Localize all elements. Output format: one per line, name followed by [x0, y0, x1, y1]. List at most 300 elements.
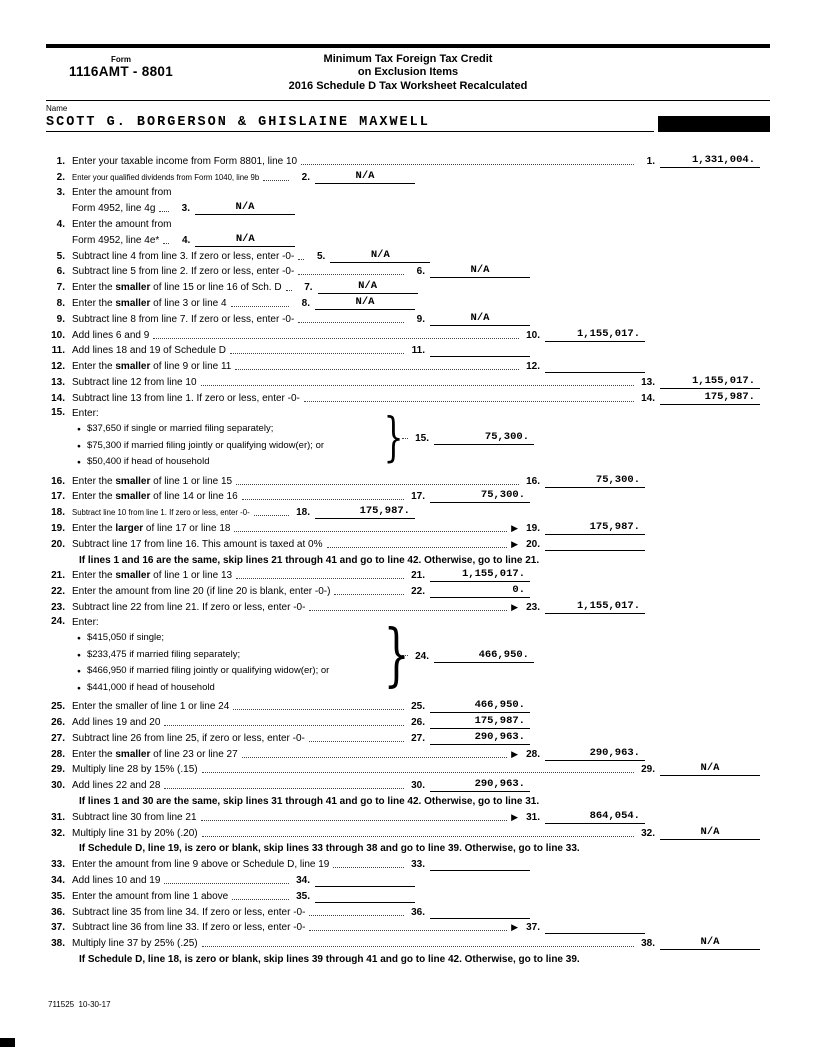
worksheet-line-19 — [46, 519, 770, 535]
line-number: 5. — [56, 250, 65, 262]
bullet-icon: ● — [77, 459, 81, 467]
choice-item — [72, 438, 380, 455]
line-entry-4 — [173, 233, 295, 247]
brace-icon: } — [383, 615, 410, 695]
line-label: Enter your taxable income from Form 8801, line 10 — [72, 155, 298, 167]
line-value-25: 466,950. — [430, 699, 530, 713]
dotted-leader — [309, 915, 404, 916]
line-number: 25. — [51, 701, 65, 713]
line-label: Multiply line 37 by 25% (.25) — [72, 938, 198, 950]
worksheet-line-20 — [46, 535, 770, 551]
line-label: Enter the smaller of line 3 or line 4 — [72, 297, 227, 309]
dotted-leader — [164, 788, 404, 789]
worksheet-line-10 — [46, 326, 770, 342]
line-label: Enter the smaller of line 1 or line 13 — [72, 570, 233, 582]
choice-item — [72, 630, 380, 647]
line-label: Add lines 6 and 9 — [72, 329, 150, 341]
line-number: 22. — [51, 586, 65, 598]
line-number: 26. — [51, 717, 65, 729]
line-value-38: N/A — [660, 936, 760, 950]
line-value-7: N/A — [318, 280, 418, 294]
line-entry-3 — [173, 201, 295, 215]
line-label: Enter the smaller of line 23 or line 27 — [72, 748, 238, 760]
entry-line-number: 8. — [301, 297, 310, 309]
line-value-14: 175,987. — [660, 391, 760, 405]
line-number: 8. — [56, 297, 65, 309]
line-number: 36. — [51, 906, 65, 918]
dotted-leader — [159, 211, 169, 212]
worksheet-line-8 — [46, 294, 770, 310]
line-entry-6 — [408, 264, 530, 278]
dotted-leader — [201, 820, 508, 821]
line-entry-26 — [408, 715, 530, 729]
line-entry-32 — [638, 826, 760, 840]
dotted-leader — [236, 484, 519, 485]
entry-line-number: 2. — [301, 171, 310, 183]
worksheet-line-15 — [46, 405, 770, 472]
header-spacer — [620, 51, 770, 94]
line-value-34 — [315, 873, 415, 887]
dotted-leader — [230, 353, 404, 354]
entry-line-number: 1. — [646, 155, 655, 167]
entry-line-number: 24. — [415, 650, 429, 662]
instruction-note — [46, 840, 770, 856]
line-entry-24 — [412, 649, 534, 663]
worksheet-line-32 — [46, 824, 770, 840]
line-label: Enter: — [72, 616, 99, 628]
form-title-line2: on Exclusion Items — [357, 66, 459, 78]
worksheet-line-4 — [46, 215, 770, 231]
dotted-leader — [231, 306, 289, 307]
line-value-10: 1,155,017. — [545, 328, 645, 342]
dotted-leader — [298, 322, 404, 323]
line-label: Subtract line 5 from line 2. If zero or less, enter -0- — [72, 266, 295, 278]
dotted-leader — [309, 741, 404, 742]
line-entry-2 — [293, 170, 415, 184]
dotted-leader — [333, 867, 404, 868]
bullet-icon: ● — [77, 651, 81, 659]
instruction-text: If Schedule D, line 19, is zero or blank, skip lines 33 through 38 and go to line 39. Otherwise, go to line 33. — [79, 843, 580, 855]
dotted-leader — [236, 578, 404, 579]
choice-item — [72, 454, 380, 471]
line-number: 33. — [51, 859, 65, 871]
line-entry-18 — [293, 505, 415, 519]
line-label: Multiply line 31 by 20% (.20) — [72, 827, 198, 839]
dotted-leader — [202, 946, 634, 947]
entry-line-number: 28. — [526, 748, 540, 760]
line-label: Add lines 22 and 28 — [72, 780, 161, 792]
choice-item — [72, 663, 380, 680]
arrow-icon: ▶ — [511, 922, 518, 933]
line-entry-7 — [296, 280, 418, 294]
line-number: 38. — [51, 938, 65, 950]
line-number: 2. — [56, 171, 65, 183]
line-number: 35. — [51, 890, 65, 902]
line-label: Form 4952, line 4g — [72, 203, 156, 215]
line-entry-25 — [408, 699, 530, 713]
arrow-icon: ▶ — [511, 601, 518, 612]
line-number: 34. — [51, 874, 65, 886]
worksheet-line-21 — [46, 567, 770, 583]
line-entry-9 — [408, 312, 530, 326]
dotted-leader — [202, 772, 634, 773]
line-label: Enter the amount from line 9 above or Schedule D, line 19 — [72, 859, 330, 871]
line-value-16: 75,300. — [545, 474, 645, 488]
line-number: 4. — [56, 218, 65, 230]
line-number: 31. — [51, 811, 65, 823]
line-label: Enter the smaller of line 15 or line 16 of Sch. D — [72, 282, 282, 294]
dotted-leader — [298, 274, 404, 275]
entry-line-number: 31. — [526, 811, 540, 823]
line-value-8: N/A — [315, 296, 415, 310]
line-value-19: 175,987. — [545, 521, 645, 535]
line-number: 23. — [51, 601, 65, 613]
entry-line-number: 20. — [526, 538, 540, 550]
instruction-text: If Schedule D, line 18, is zero or blank, skip lines 39 through 41 and go to line 42. Otherwise, go to line 39. — [79, 953, 580, 965]
line-label: Enter your qualified dividends from Form 1040, line 9b — [72, 172, 260, 182]
dotted-leader — [301, 164, 634, 165]
line-number: 27. — [51, 732, 65, 744]
choice-text: $75,300 if married filing jointly or qualifying widow(er); or — [86, 439, 325, 451]
entry-line-number: 22. — [411, 586, 425, 598]
instruction-note — [46, 950, 770, 966]
worksheet-line-18 — [46, 503, 770, 519]
line-entry-16 — [523, 474, 645, 488]
line-label: Enter the amount from line 20 (if line 20 is blank, enter -0-) — [72, 586, 331, 598]
dotted-leader — [298, 259, 304, 260]
dotted-leader — [334, 594, 404, 595]
line-entry-33 — [408, 857, 530, 871]
entry-line-number: 10. — [526, 329, 540, 341]
line-value-33 — [430, 857, 530, 871]
worksheet-line-35 — [46, 887, 770, 903]
entry-line-number: 11. — [411, 345, 425, 357]
line-label: Subtract line 13 from line 1. If zero or less, enter -0- — [72, 392, 300, 404]
line-label: Enter the amount from — [72, 187, 172, 199]
choices-body — [72, 406, 380, 471]
worksheet-line-11 — [46, 342, 770, 358]
line-label: Enter: — [72, 407, 99, 419]
line-number: 30. — [51, 780, 65, 792]
line-label: Subtract line 8 from line 7. If zero or less, enter -0- — [72, 313, 295, 325]
dotted-leader — [201, 385, 634, 386]
line-label: Enter the smaller of line 1 or line 15 — [72, 475, 233, 487]
line-label: Enter the smaller of line 9 or line 11 — [72, 361, 232, 373]
line-entry-14 — [638, 391, 760, 405]
line-number: 20. — [51, 538, 65, 550]
choice-text: $233,475 if married filing separately; — [86, 648, 241, 660]
line-value-27: 290,963. — [430, 731, 530, 745]
line-label: Add lines 18 and 19 of Schedule D — [72, 345, 226, 357]
worksheet-line-5 — [46, 247, 770, 263]
dotted-leader — [153, 338, 519, 339]
dotted-leader — [242, 499, 404, 500]
worksheet-line-7 — [46, 278, 770, 294]
redacted-ssn-box — [658, 116, 770, 132]
form-number: 1116AMT - 8801 — [68, 63, 173, 79]
choice-text: $466,950 if married filing jointly or qualifying widow(er); or — [86, 665, 330, 677]
line-label: Subtract line 36 from line 33. If zero or less, enter -0- — [72, 922, 306, 934]
line-number: 11. — [51, 345, 65, 357]
worksheet-line-22 — [46, 582, 770, 598]
worksheet-line-25 — [46, 697, 770, 713]
line-entry-1 — [638, 154, 760, 168]
corner-registration-mark — [0, 1038, 15, 1047]
entry-line-number: 27. — [411, 732, 425, 744]
worksheet-line-31 — [46, 808, 770, 824]
dotted-leader — [202, 836, 634, 837]
bullet-icon: ● — [77, 426, 81, 434]
line-label: Add lines 10 and 19 — [72, 874, 161, 886]
line-entry-28 — [511, 747, 645, 761]
worksheet-line-36 — [46, 903, 770, 919]
entry-line-number: 34. — [296, 874, 310, 886]
line-label: Form 4952, line 4e* — [72, 234, 160, 246]
line-value-11 — [430, 343, 530, 357]
worksheet-line-16 — [46, 472, 770, 488]
name-field-label: Name — [46, 104, 68, 113]
line-entry-31 — [511, 810, 645, 824]
dotted-leader — [304, 401, 634, 402]
worksheet-line-4 — [46, 231, 770, 247]
line-label: Add lines 19 and 20 — [72, 717, 161, 729]
entry-line-number: 3. — [181, 203, 190, 215]
line-label: Enter the smaller of line 1 or line 24 — [72, 701, 230, 713]
line-value-36 — [430, 905, 530, 919]
choice-item — [72, 647, 380, 664]
line-label: Subtract line 22 from line 21. If zero or less, enter -0- — [72, 601, 306, 613]
line-value-30: 290,963. — [430, 778, 530, 792]
line-number: 28. — [51, 748, 65, 760]
line-entry-20 — [511, 537, 645, 551]
line-entry-11 — [408, 343, 530, 357]
line-value-32: N/A — [660, 826, 760, 840]
line-label: Enter the amount from line 1 above — [72, 890, 229, 902]
line-label: Subtract line 35 from line 34. If zero or less, enter -0- — [72, 906, 306, 918]
line-number: 18. — [51, 507, 65, 519]
choice-text: $37,650 if single or married filing separately; — [86, 423, 274, 435]
line-value-2: N/A — [315, 170, 415, 184]
choice-text: $441,000 if head of household — [86, 681, 215, 693]
line-entry-17 — [408, 489, 530, 503]
form-id-block — [46, 51, 196, 94]
bullet-icon: ● — [77, 668, 81, 676]
instruction-note — [46, 551, 770, 567]
entry-line-number: 30. — [411, 780, 425, 792]
worksheet-line-34 — [46, 871, 770, 887]
line-number: 29. — [51, 764, 65, 776]
line-entry-15 — [412, 431, 534, 445]
worksheet-line-17 — [46, 488, 770, 504]
entry-line-number: 21. — [411, 570, 425, 582]
dotted-leader — [309, 930, 507, 931]
line-value-23: 1,155,017. — [545, 600, 645, 614]
line-number: 21. — [51, 570, 65, 582]
line-value-18: 175,987. — [315, 505, 415, 519]
line-value-22: 0. — [430, 584, 530, 598]
dotted-leader — [164, 883, 289, 884]
line-label: Enter the larger of line 17 or line 18 — [72, 522, 231, 534]
line-value-15: 75,300. — [434, 431, 534, 445]
entry-line-number: 9. — [416, 313, 425, 325]
entry-line-number: 7. — [304, 282, 313, 294]
entry-line-number: 25. — [411, 701, 425, 713]
bullet-icon: ● — [77, 442, 81, 450]
line-value-4: N/A — [195, 233, 295, 247]
worksheet-line-29 — [46, 761, 770, 777]
form-word: Form — [111, 54, 131, 64]
line-value-21: 1,155,017. — [430, 568, 530, 582]
line-number: 10. — [51, 329, 65, 341]
line-entry-21 — [408, 568, 530, 582]
instruction-text: If lines 1 and 16 are the same, skip lines 21 through 41 and go to line 42. Otherwise, go to line 21. — [79, 554, 540, 566]
line-entry-22 — [408, 584, 530, 598]
worksheet-line-26 — [46, 713, 770, 729]
line-value-37 — [545, 920, 645, 934]
dotted-leader — [309, 610, 507, 611]
arrow-icon: ▶ — [511, 538, 518, 549]
line-label: Subtract line 4 from line 3. If zero or less, enter -0- — [72, 250, 295, 262]
line-number: 37. — [51, 922, 65, 934]
line-number: 6. — [56, 266, 65, 278]
line-label: Subtract line 30 from line 21 — [72, 811, 197, 823]
line-label: Subtract line 10 from line 1. If zero or less, enter -0- — [72, 508, 250, 518]
worksheet-line-12 — [46, 357, 770, 373]
entry-line-number: 29. — [641, 764, 655, 776]
line-entry-34 — [293, 873, 415, 887]
line-number: 15. — [51, 406, 65, 418]
entry-line-number: 13. — [641, 376, 655, 388]
line-number: 1. — [56, 155, 65, 167]
arrow-icon: ▶ — [511, 522, 518, 533]
line-entry-13 — [638, 375, 760, 389]
line-value-24: 466,950. — [434, 649, 534, 663]
line-number: 19. — [51, 522, 65, 534]
form-title-line3: 2016 Schedule D Tax Worksheet Recalculated — [288, 79, 528, 92]
line-value-31: 864,054. — [545, 810, 645, 824]
line-number: 9. — [56, 313, 65, 325]
bullet-icon: ● — [77, 635, 81, 643]
worksheet-line-30 — [46, 776, 770, 792]
worksheet-line-38 — [46, 934, 770, 950]
line-value-26: 175,987. — [430, 715, 530, 729]
line-value-13: 1,155,017. — [660, 375, 760, 389]
dotted-leader — [254, 515, 289, 516]
choices-body — [72, 615, 380, 697]
line-number: 24. — [51, 615, 65, 627]
entry-line-number: 23. — [526, 601, 540, 613]
entry-line-number: 16. — [526, 475, 540, 487]
entry-line-number: 18. — [296, 507, 310, 519]
worksheet-line-13 — [46, 373, 770, 389]
dotted-leader — [242, 757, 507, 758]
worksheet-line-3 — [46, 184, 770, 200]
bullet-icon: ● — [77, 684, 81, 692]
form-header — [46, 48, 770, 94]
dotted-leader — [235, 369, 519, 370]
line-entry-27 — [408, 731, 530, 745]
arrow-icon: ▶ — [511, 811, 518, 822]
worksheet-line-6 — [46, 263, 770, 279]
header-rule — [46, 100, 770, 101]
line-value-35 — [315, 889, 415, 903]
dotted-leader — [234, 531, 507, 532]
dotted-leader — [327, 547, 508, 548]
worksheet-line-33 — [46, 855, 770, 871]
worksheet-line-28 — [46, 745, 770, 761]
entry-line-number: 35. — [296, 890, 310, 902]
worksheet-line-14 — [46, 389, 770, 405]
footer-code: 711525 10-30-17 — [48, 1000, 111, 1009]
choice-text: $415,050 if single; — [86, 632, 165, 644]
worksheet-line-1 — [46, 152, 770, 168]
line-number: 16. — [51, 475, 65, 487]
line-label: Subtract line 12 from line 10 — [72, 376, 197, 388]
dotted-leader — [286, 290, 292, 291]
line-number: 14. — [51, 392, 65, 404]
dotted-leader — [163, 243, 169, 244]
entry-line-number: 14. — [641, 392, 655, 404]
line-number: 32. — [51, 827, 65, 839]
line-number: 3. — [56, 187, 65, 199]
line-value-28: 290,963. — [545, 747, 645, 761]
line-entry-30 — [408, 778, 530, 792]
line-label: Enter the amount from — [72, 218, 172, 230]
line-number: 7. — [56, 282, 65, 294]
dotted-leader — [233, 709, 404, 710]
line-entry-29 — [638, 762, 760, 776]
line-value-29: N/A — [660, 762, 760, 776]
line-entry-19 — [511, 521, 645, 535]
entry-line-number: 38. — [641, 938, 655, 950]
form-title-line1: Minimum Tax Foreign Tax Credit — [323, 52, 493, 65]
entry-line-number: 4. — [181, 234, 191, 246]
dotted-leader — [263, 180, 289, 181]
choice-text: $50,400 if head of household — [86, 456, 210, 468]
line-value-3: N/A — [195, 201, 295, 215]
entry-line-number: 15. — [415, 433, 429, 445]
line-number: 12. — [51, 361, 65, 373]
worksheet-line-27 — [46, 729, 770, 745]
worksheet-line-23 — [46, 598, 770, 614]
choice-item — [72, 680, 380, 697]
line-entry-5 — [308, 249, 430, 263]
entry-line-number: 6. — [416, 266, 425, 278]
worksheet-line-9 — [46, 310, 770, 326]
line-number: 17. — [51, 491, 65, 503]
line-value-1: 1,331,004. — [660, 154, 760, 168]
entry-line-number: 36. — [411, 906, 425, 918]
instruction-text: If lines 1 and 30 are the same, skip lines 31 through 41 and go to line 42. Otherwise, go to line 31. — [79, 796, 540, 807]
instruction-note — [46, 792, 770, 808]
line-entry-23 — [511, 600, 645, 614]
line-label: Subtract line 26 from line 25, if zero or less, enter -0- — [72, 732, 305, 744]
line-value-9: N/A — [430, 312, 530, 326]
taxpayer-name: SCOTT G. BORGERSON & GHISLAINE MAXWELL — [46, 114, 654, 132]
line-entry-8 — [293, 296, 415, 310]
line-entry-37 — [511, 920, 645, 934]
entry-line-number: 12. — [526, 361, 540, 373]
arrow-icon: ▶ — [511, 748, 518, 759]
entry-line-number: 5. — [316, 250, 326, 262]
worksheet-line-3 — [46, 199, 770, 215]
line-value-6: N/A — [430, 264, 530, 278]
form-title — [196, 51, 620, 94]
worksheet-line-37 — [46, 919, 770, 935]
entry-line-number: 32. — [641, 827, 655, 839]
line-label: Multiply line 28 by 15% (.15) — [72, 764, 198, 776]
dotted-leader — [164, 725, 404, 726]
